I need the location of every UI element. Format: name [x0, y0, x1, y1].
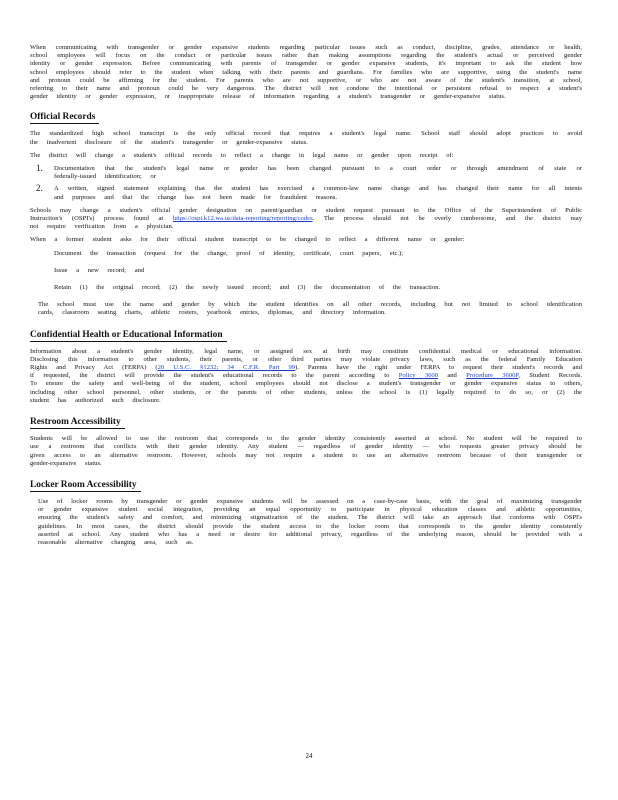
list-number: 2. [36, 183, 43, 194]
text-run: , Student Records. To ensure the safety and well-being of the student, school employees should not disclose a student's transgender or gender expansive status to others, including other school personnel, other students, or the parents of other students, unless the school is (1) legally required to do so, or (2) the student has authorized such disclosure. [30, 372, 582, 404]
text-run: ). Parents have the right under FERPA to request their student's records and if requested, the district will provide the student's educational records to the parent according to [30, 364, 582, 380]
list-item-text: A written, signed statement explaining that the student has exercised a common-law name change and has changed their name for all intents and purposes and that the change has not been made for fraudulent reasons. [54, 185, 582, 201]
list-item-text: Documentation that the student's legal name or gender has been changed pursuant to a court order or through amendment of state or federally-issued identification; or [54, 165, 582, 181]
list-item [30, 185, 582, 201]
records-bullet-list [30, 250, 582, 293]
list-item [30, 165, 582, 181]
records-paragraph-1: The standardized high school transcript is the only official record that requires a student's legal name. School staff should adopt practices to avoid the inadvertent disclosure of the student's transgender or gender-expansive status. [30, 130, 582, 146]
page-number: 24 [305, 752, 313, 760]
ospi-codes-link[interactable]: https://ospi.k12.wa.us/data-reporting/reporting/codes [172, 215, 313, 223]
records-numbered-list [30, 165, 582, 202]
intro-paragraph: When communicating with transgender or gender expansive students regarding particular issues such as conduct, discipline, grades, attendance or health, school employees will focus on the conduct or particular issues rather than making assumptions regarding the student's actual or perceived gender identity or gender expression. Before communicating with parents of transgender or gender expansive students, it's important to ask the student how school employees should refer to the student when talking with their parents and guardians. For families who are supportive, using the student's name and pronoun could be affirming for the student. For parents who are not supportive, or who are not aware of the student's transition, at school, referring to their name and pronoun could be very dangerous. The district will not condone the intentional or persistent refusal to respect a student's gender identity or gender expression, or inappropriate release of information regarding a student's transgender or gender-expansive status. [30, 44, 582, 101]
policy-3600-link[interactable]: Policy 3600 [398, 372, 439, 380]
restroom-heading: Restroom Accessibility [30, 417, 125, 429]
list-item [30, 284, 582, 292]
confidential-paragraph [30, 348, 582, 405]
records-paragraph-3 [30, 207, 582, 232]
list-item-text: Issue a new record; and [54, 266, 145, 274]
confidential-info-heading: Confidential Health or Educational Information [30, 330, 227, 342]
ferpa-citation-link[interactable]: 20 U.S.C. §1232; 34 C.F.R. Part 99 [157, 364, 296, 372]
procedure-3600p-link[interactable]: Procedure 3600P [466, 372, 519, 380]
records-paragraph-2: The district will change a student's official records to reflect a change in legal name or gender upon receipt of: [30, 151, 454, 159]
document-page [30, 44, 582, 552]
locker-room-paragraph: Use of locker rooms by transgender or gender expansive students will be assessed on a case-by-case basis, with the goal of maximizing transgender or gender expansive student social integration, providing an equal opportunity to participate in physical education classes and athletic opportunities, ensuring the student's safety and comfort, and minimizing stigmatization of the student. The district will take an approach that conforms with OSPI's guidelines. In most cases, the district should provide the student access to the locker room that corresponds to the gender identity consistently asserted at school. Any student who has a need or desire for additional privacy, regardless of the underlying reason, should be provided with a reasonable alternative changing area, such as. [38, 497, 582, 546]
records-paragraph-5: The school must use the name and gender by which the student identifies on all other records, including but not limited to school identification cards, classroom seating charts, athletic rosters, yearbook entries, diplomas, and directory information. [38, 301, 582, 317]
text-run: Information about a student's gender identity, legal name, or assigned sex at birth may constitute confidential medical or educational information. Disclosing this information to other students, their parents, or other third parties may violate privacy laws, such as the federal Family Education Rights and Privacy Act (FERPA) ( [30, 347, 582, 372]
text-run: Schools may change a student's official gender designation on parent/guardian or student request pursuant to the Office of the Superintendent of Public Instruction's (OSPI's) process found at [30, 206, 582, 223]
records-paragraph-4: When a former student asks for their official student transcript to be changed to reflect a different name or gender: [30, 236, 465, 244]
list-number: 1. [36, 163, 43, 174]
list-item-text: Retain (1) the original record; (2) the newly issued record; and (3) the documentation of the transaction. [54, 284, 441, 292]
list-item-text: Document the transaction (request for the change, proof of identity, certificate, court papers, etc.); [54, 249, 404, 257]
official-records-heading: Official Records [30, 112, 99, 124]
list-item [30, 250, 582, 258]
text-run: and [438, 372, 467, 380]
list-item [30, 267, 582, 275]
text-run: . The process should not be overly cumbersome, and the district may not require verification from a physician. [30, 215, 582, 231]
restroom-paragraph: Students will be allowed to use the restroom that corresponds to the gender identity consistently asserted at school. No student will be required to use a restroom that conflicts with their gender identity. Any student — regardless of gender identity — who requests greater privacy should be given access to an alternative restroom. However, schools may not require a student to use an alternative restroom because of their transgender or gender-expansive status. [30, 435, 582, 467]
locker-room-heading: Locker Room Accessibility [30, 480, 141, 492]
